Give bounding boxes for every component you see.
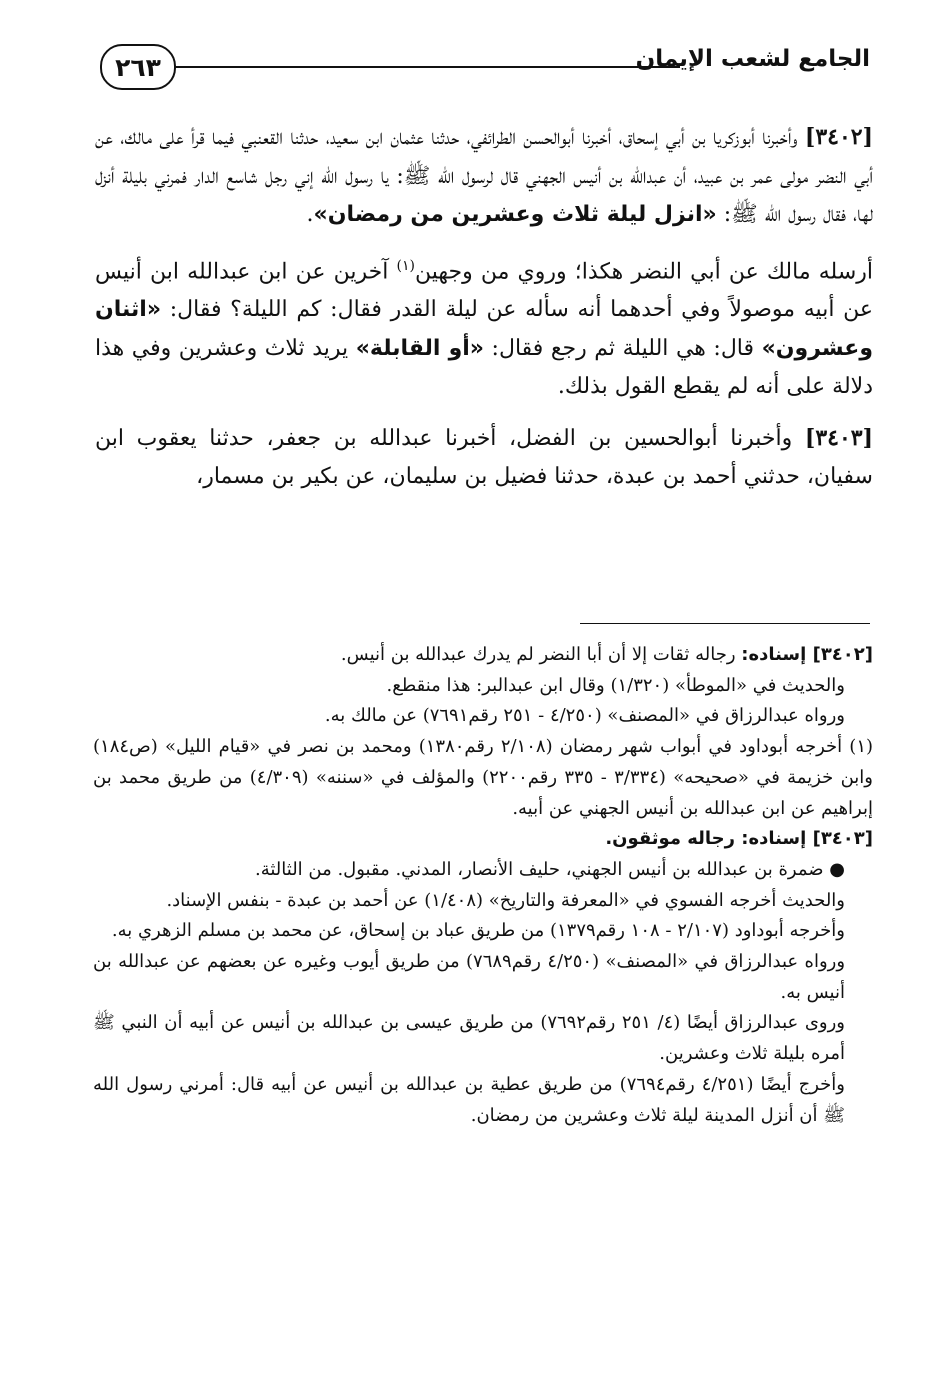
hadith-number: [٣٤٠٣] [804, 424, 873, 451]
footnote-3403 [93, 824, 873, 855]
commentary-quote-1: «اثنان وعشرون» [95, 297, 874, 361]
commentary-text-4: يريد ثلاث وعشرين وفي هذا دلالة على أنه لم يقطع القول بذلك. [95, 335, 873, 400]
commentary-text-3: قال: هي الليلة ثم رجع فقال: [484, 335, 762, 361]
footnote-line: ورواه عبدالرزاق في «المصنف» (٤/٢٥٠ - ٢٥١ رقم٧٦٩١) عن مالك به. [324, 705, 845, 727]
commentary-quote-2: «أو القابلة» [355, 335, 485, 361]
hadith-3403 [95, 419, 873, 497]
hadith-3402 [95, 118, 873, 235]
hadith-quote: «انزل ليلة ثلاث وعشرين من رمضان» [313, 202, 717, 227]
footnote-line: ● ضمرة بن عبدالله بن أنيس الجهني، حليف الأنصار، المدني. مقبول. من الثالثة. [254, 858, 845, 880]
running-title: الجامع لشعب الإيمان [635, 46, 870, 72]
footnote-line: وأخرج أيضًا (٤/٢٥١ رقم٧٦٩٤) من طريق عطية بن عبدالله بن أنيس عن أبيه قال: أمرني رسول الله ﷺ أن أنزل المدينة ليلة ثلاث وعشرين من رمضان. [93, 1073, 846, 1126]
footnote-label: [٣٤٠٣] إسناده: [741, 828, 873, 850]
footnote-text: رجاله ثقات إلا أن أبا النضر لم يدرك عبدالله بن أنيس. [340, 644, 742, 665]
footnote-1: (١) أخرجه أبوداود في أبواب شهر رمضان (٢/١٠٨ رقم١٣٨٠) ومحمد بن نصر في «قيام الليل» (ص١٨٤) وابن خزيمة في «صحيحه» (٣/٣٣٤ - ٣٣٥ رقم٢٢٠٠) والمؤلف في «سننه» (٤/٣٠٩) من طريق محمد بن إبراهيم عن ابن عبدالله بن أنيس الجهني عن أبيه. [93, 736, 874, 819]
commentary-text-1: أرسله مالك عن أبي النضر هكذا؛ وروي من وجهين [415, 258, 873, 284]
hadith-text: وأخبرنا أبوالحسين بن الفضل، أخبرنا عبدالله بن جعفر، حدثنا يعقوب ابن سفيان، حدثني أحمد بن عبدة، حدثنا فضيل بن سليمان، عن بكير بن مسمار، [95, 425, 873, 490]
footnotes [93, 640, 873, 1131]
hadith-number: [٣٤٠٢] [804, 124, 873, 150]
footnote-text: رجاله موثقون. [605, 828, 742, 850]
page-number: ٢٦٣ [100, 44, 176, 90]
footnote-line: وأخرجه أبوداود (٢/١٠٧ - ١٠٨ رقم١٣٧٩) من طريق عباد بن إسحاق، عن محمد بن مسلم الزهري به. [111, 920, 845, 942]
hadith-text: وأخبرنا أبوزكريا بن أبي إسحاق، أخبرنا أبوالحسن الطرائفي، حدثنا عثمان ابن سعيد، حدثنا القعنبي فيما قرأ على مالك، عن أبي النضر مولى عمر بن عبيد، أن عبدالله بن أنيس الجهني قال لرسول الله ﷺ: يا رسول الله إني رجل شاسع الدار فمرني بليلة أنزل لها، فقال رسول الله ﷺ: [95, 125, 873, 227]
footnote-label: [٣٤٠٢] إسناده: [741, 644, 873, 665]
page-header [100, 44, 870, 94]
footnote-line: والحديث أخرجه الفسوي في «المعرفة والتاريخ» (١/٤٠٨) عن أحمد بن عبدة - بنفس الإسناد. [166, 889, 845, 911]
hadith-end: . [306, 202, 314, 227]
footnote-3402 [93, 640, 873, 671]
header-rule [176, 66, 680, 68]
commentary-paragraph [95, 247, 873, 407]
footnote-line: ورواه عبدالرزاق في «المصنف» (٤/٢٥٠ رقم٧٦٨٩) من طريق أيوب وغيره عن بعضهم عن عبدالله بن أنيس به. [93, 951, 846, 1003]
footnote-line: وروى عبدالرزاق أيضًا (٤/ ٢٥١ رقم٧٦٩٢) من طريق عيسى بن عبدالله بن أنيس عن أبيه أن النبي ﷺ أمره بليلة ثلاث وعشرين. [93, 1012, 845, 1065]
commentary-text-2: آخرين عن ابن عبدالله ابن أنيس عن أبيه موصولاً وفي أحدهما أنه سأله عن ليلة القدر فقال: كم الليلة؟ فقال: [95, 258, 873, 323]
main-text [95, 118, 873, 509]
footnote-ref: (١) [396, 257, 415, 274]
footnote-divider [580, 623, 870, 624]
footnote-line: والحديث في «الموطأ» (١/٣٢٠) وقال ابن عبدالبر: هذا منقطع. [386, 674, 845, 696]
